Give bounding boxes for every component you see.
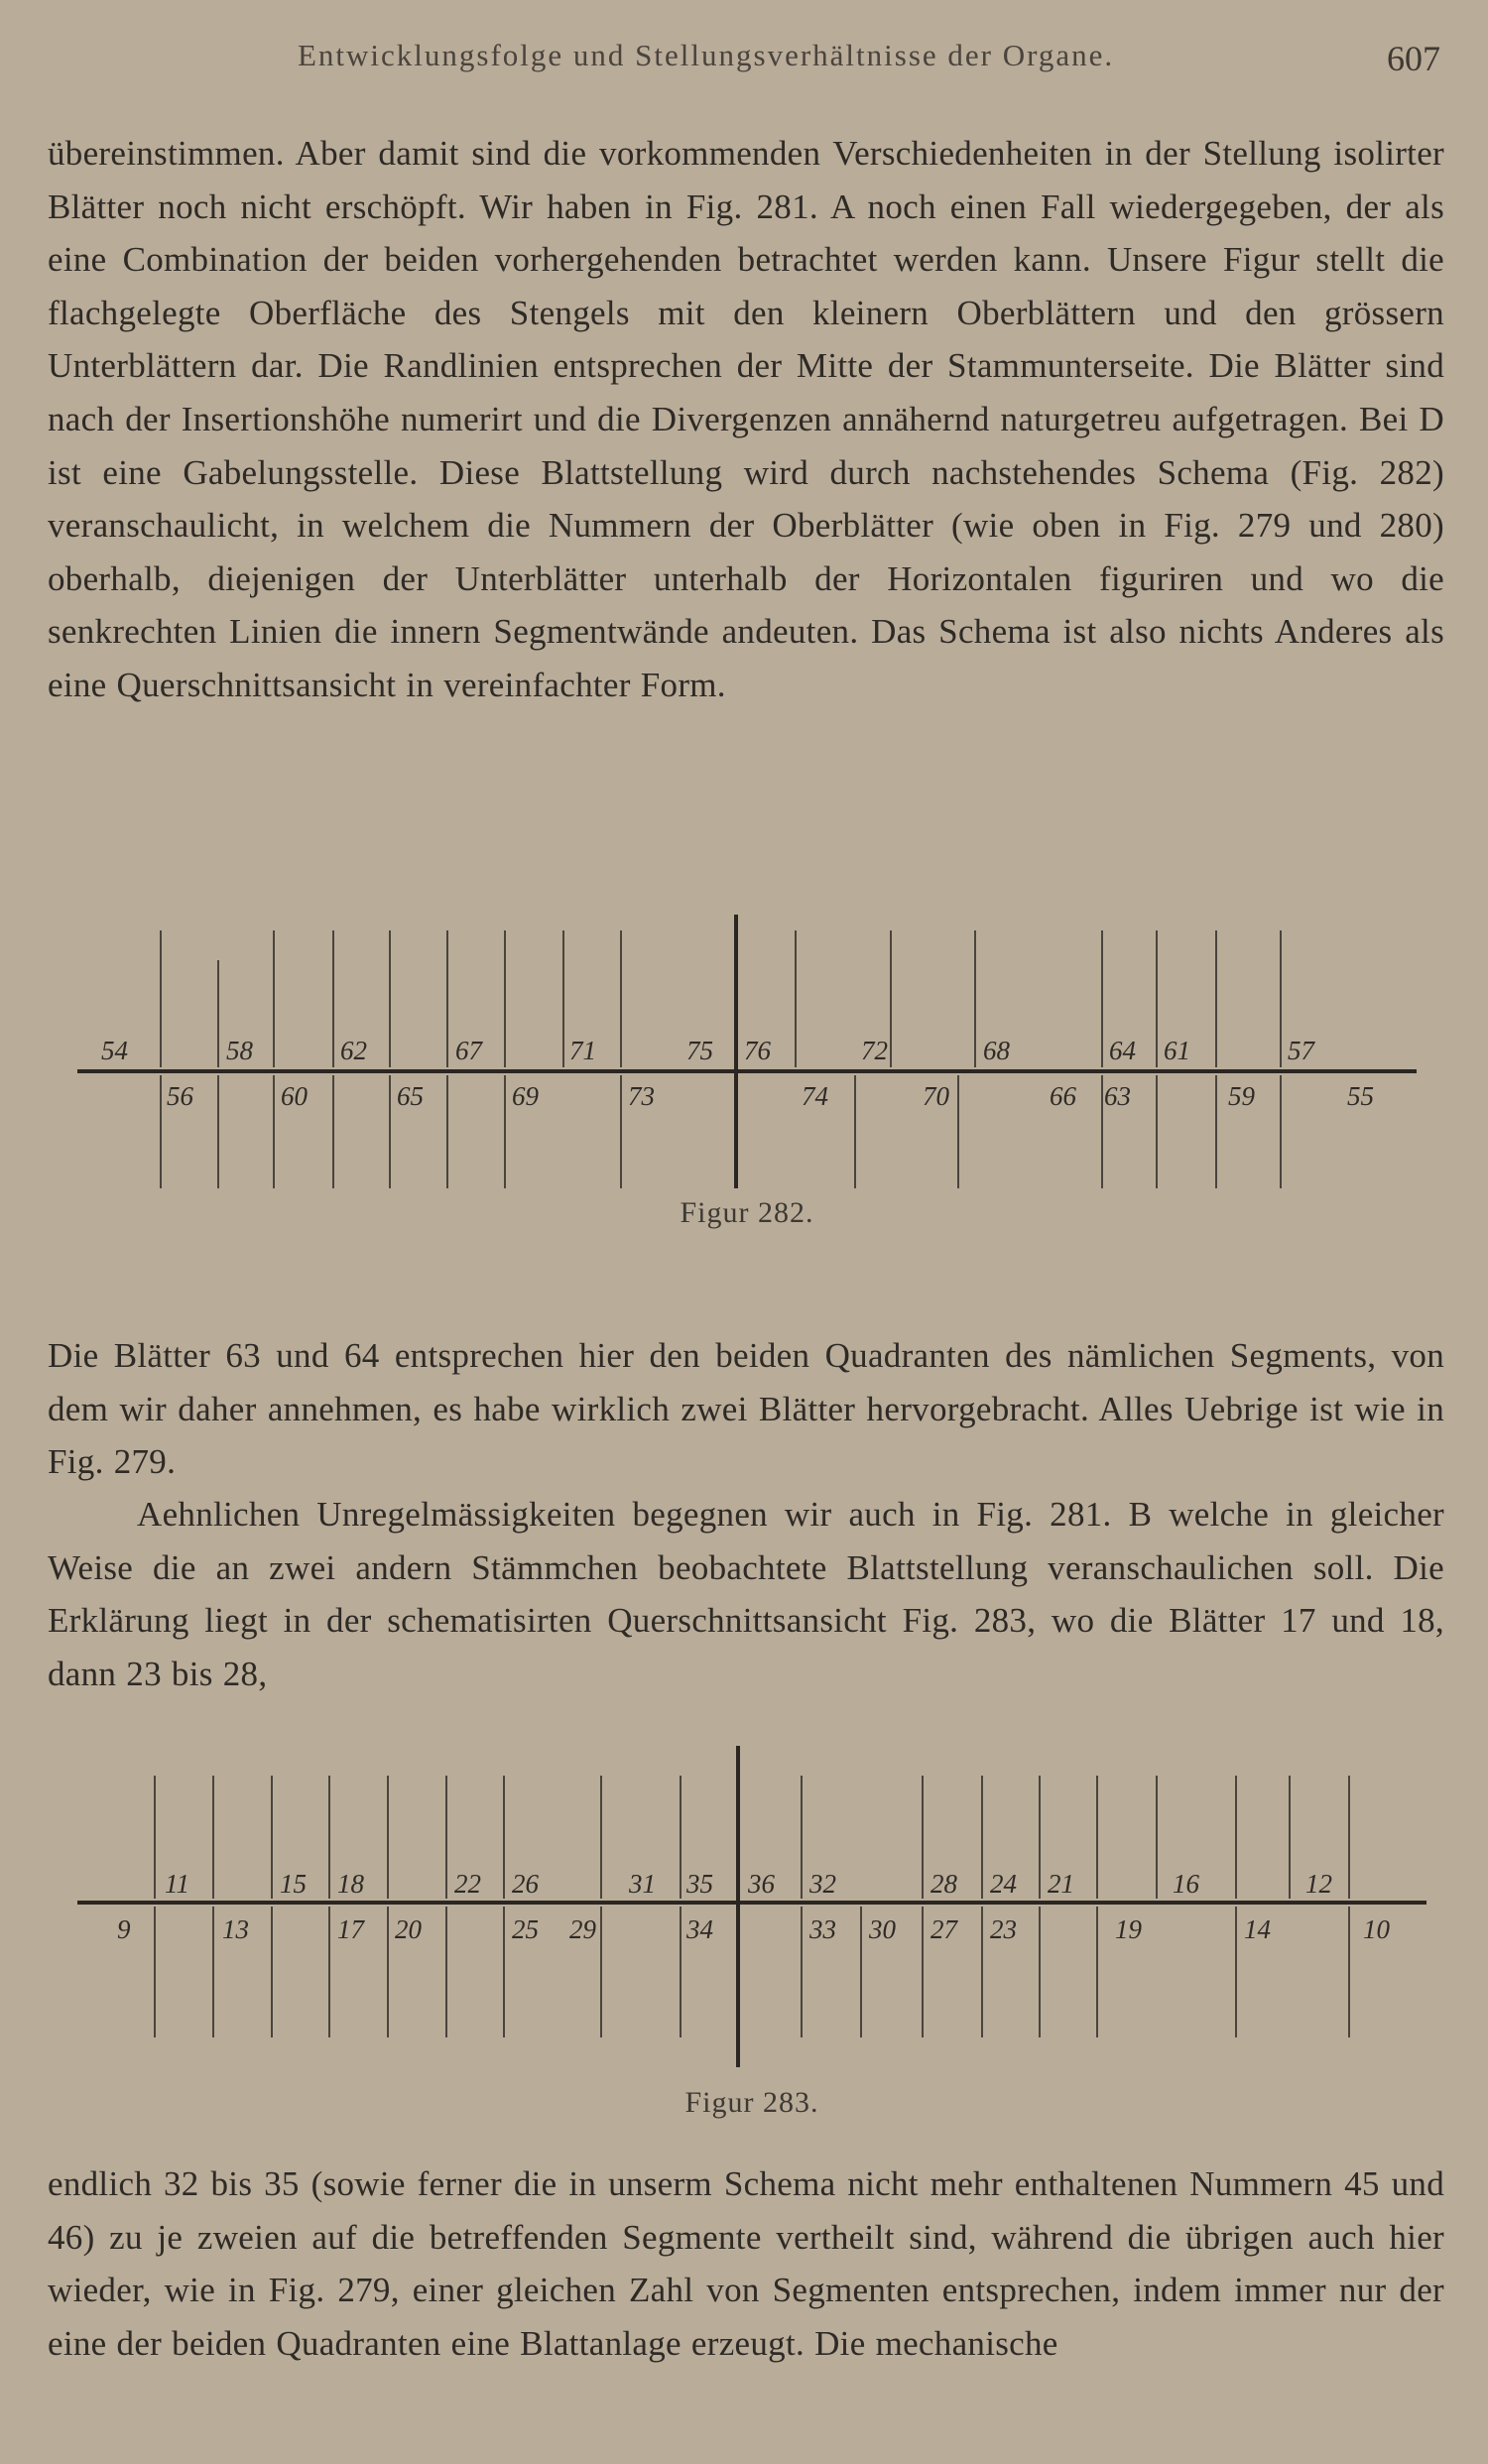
leaf-number: 60 (281, 1081, 308, 1111)
paragraph-4: endlich 32 bis 35 (sowie ferner die in unserm Schema nicht mehr enthaltenen Nummern 45 und 46) zu je zweien auf die betreffenden Segmente vertheilt sind, während die übrigen auch hier wieder, wie in Fig. 279, einer gleichen Zahl von Segmenten entsprechen, indem immer nur der eine der beiden Quadranten eine Blattanlage erzeugt. Die mechanische (48, 2164, 1444, 2363)
schema-diagram-283 (77, 1744, 1426, 2071)
leaf-number: 11 (165, 1869, 189, 1899)
leaf-number: 56 (167, 1081, 193, 1111)
paragraph-3: Aehnlichen Unregelmässigkeiten begegnen wir auch in Fig. 281. B welche in gleicher Weise die an zwei andern Stämmchen beobachtete Blattstellung veranschaulichen soll. Die Erklärung liegt in der schematisirten Querschnittsansicht Fig. 283, wo die Blätter 17 und 18, dann 23 bis 28, (48, 1495, 1444, 1693)
leaf-number: 14 (1244, 1914, 1271, 1944)
leaf-number: 30 (869, 1914, 896, 1944)
figure-282 (77, 911, 1417, 1238)
lower-segment-walls (155, 1907, 1349, 2037)
upper-leaf-numbers (101, 1036, 1316, 1065)
leaf-number: 15 (280, 1869, 307, 1899)
leaf-number: 70 (923, 1081, 949, 1111)
lower-leaf-numbers (117, 1914, 1391, 1944)
page-number: 607 (1387, 39, 1440, 78)
leaf-number: 67 (455, 1036, 482, 1065)
leaf-number: 34 (686, 1914, 713, 1944)
figure-283 (77, 1744, 1426, 2129)
running-head: Entwicklungsfolge und Stellungsverhältnisse der Organe. (298, 38, 1115, 72)
leaf-number: 54 (101, 1036, 128, 1065)
leaf-number: 65 (397, 1081, 424, 1111)
leaf-number: 57 (1288, 1036, 1314, 1065)
leaf-number: 32 (809, 1869, 836, 1899)
leaf-number: 13 (222, 1914, 249, 1944)
leaf-number: 19 (1115, 1914, 1142, 1944)
leaf-number: 59 (1228, 1081, 1255, 1111)
leaf-number: 27 (930, 1914, 957, 1944)
page-header (0, 38, 1488, 87)
leaf-number: 28 (930, 1869, 957, 1899)
leaf-number: 22 (454, 1869, 481, 1899)
leaf-number: 62 (340, 1036, 367, 1065)
leaf-number: 26 (512, 1869, 539, 1899)
leaf-number: 73 (628, 1081, 655, 1111)
leaf-number: 24 (990, 1869, 1017, 1899)
leaf-number: 12 (1305, 1869, 1332, 1899)
figure-caption: Figur 283. (684, 2086, 819, 2119)
leaf-number: 10 (1363, 1914, 1390, 1944)
paragraph-2: Die Blätter 63 und 64 entsprechen hier den beiden Quadranten des nämlichen Segments, von dem wir daher annehmen, es habe wirklich zwei Blätter hervorgebracht. Alles Uebrige ist wie in Fig. 279. (48, 1336, 1444, 1482)
leaf-number: 20 (395, 1914, 422, 1944)
leaf-number: 29 (569, 1914, 596, 1944)
leaf-number: 21 (1048, 1869, 1074, 1899)
schema-diagram-282 (77, 911, 1417, 1188)
leaf-number: 64 (1109, 1036, 1136, 1065)
figure-caption: Figur 282. (680, 1196, 814, 1229)
paragraph-1: übereinstimmen. Aber damit sind die vorkommenden Verschiedenheiten in der Stellung isolirter Blätter noch nicht erschöpft. Wir haben in Fig. 281. A noch einen Fall wiedergegeben, der als eine Combination der beiden vorhergehenden betrachtet werden kann. Unsere Figur stellt die flachgelegte Oberfläche des Stengels mit den kleinern Oberblättern und den grössern Unterblättern dar. Die Randlinien entsprechen der Mitte der Stammunterseite. Die Blätter sind nach der Insertionshöhe numerirt und die Divergenzen annähernd naturgetreu aufgetragen. Bei D ist eine Gabelungsstelle. Diese Blattstellung wird durch nachstehendes Schema (Fig. 282) veranschaulicht, in welchem die Nummern der Oberblätter (wie oben in Fig. 279 und 280) oberhalb, diejenigen der Unterblätter unterhalb der Horizontalen figuriren und wo die senkrechten Linien die innern Segmentwände andeuten. Das Schema ist also nichts Anderes als eine Querschnittsansicht in vereinfachter Form. (48, 134, 1444, 704)
leaf-number: 17 (337, 1914, 364, 1944)
leaf-number: 23 (990, 1914, 1017, 1944)
leaf-number: 76 (744, 1036, 771, 1065)
leaf-number: 35 (686, 1869, 713, 1899)
leaf-number: 25 (512, 1914, 539, 1944)
leaf-number: 33 (809, 1914, 836, 1944)
leaf-number: 72 (861, 1036, 888, 1065)
leaf-number: 63 (1104, 1081, 1131, 1111)
leaf-number: 74 (802, 1081, 828, 1111)
leaf-number: 18 (337, 1869, 364, 1899)
leaf-number: 69 (512, 1081, 539, 1111)
leaf-number: 55 (1347, 1081, 1374, 1111)
leaf-number: 68 (983, 1036, 1010, 1065)
leaf-number: 71 (569, 1036, 596, 1065)
leaf-number: 75 (686, 1036, 713, 1065)
lower-leaf-numbers (167, 1081, 1374, 1111)
leaf-number: 61 (1164, 1036, 1190, 1065)
leaf-number: 66 (1050, 1081, 1076, 1111)
leaf-number: 58 (226, 1036, 253, 1065)
leaf-number: 31 (629, 1869, 656, 1899)
leaf-number: 36 (748, 1869, 775, 1899)
leaf-number: 9 (117, 1914, 131, 1944)
leaf-number: 16 (1173, 1869, 1199, 1899)
